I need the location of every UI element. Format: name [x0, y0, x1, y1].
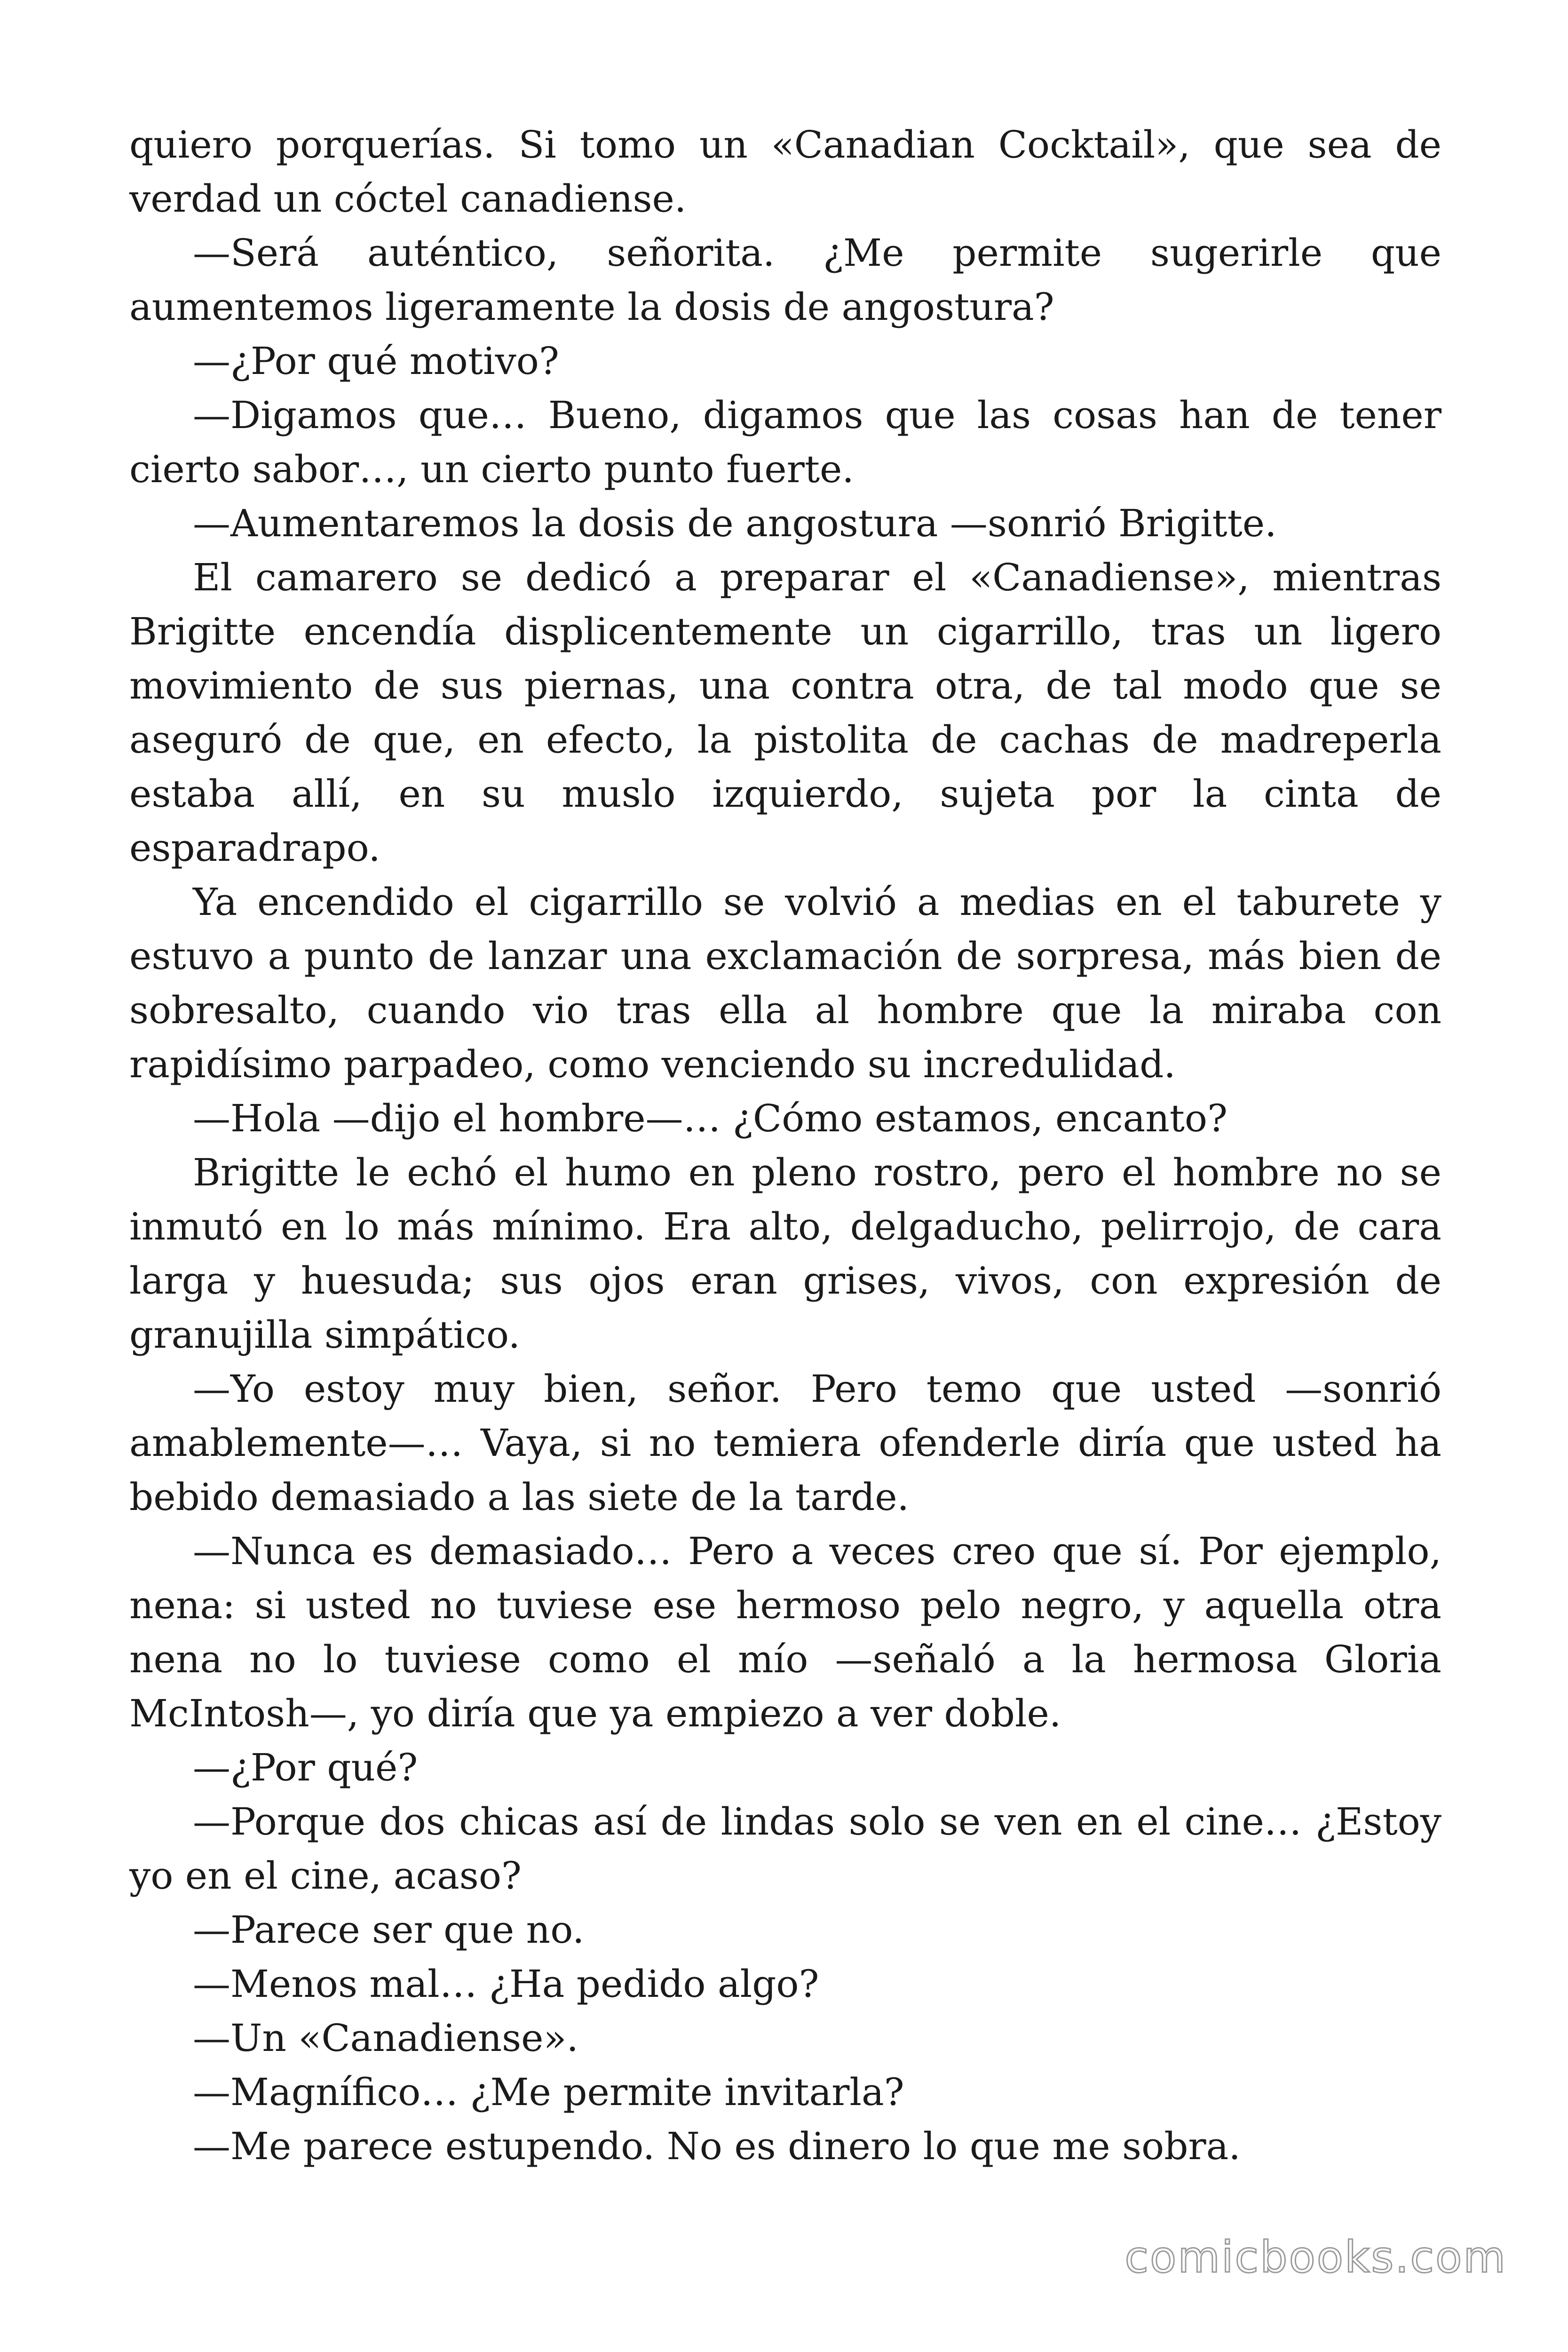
paragraph-4: —Digamos que… Bueno, digamos que las cosas han de tener cierto sabor…, un cierto punto fuerte. [129, 393, 1441, 491]
paragraph-6: El camarero se dedicó a preparar el «Canadiense», mientras Brigitte encendía displicentemente un cigarrillo, tras un ligero movimiento de sus piernas, una contra otra, de tal modo que se aseguró de que, en efecto, la pistolita de cachas de madreperla estaba allí, en su muslo izquierdo, sujeta por la cinta de esparadrapo. [129, 556, 1441, 870]
paragraph-15: —Menos mal… ¿Ha pedido algo? [193, 1962, 819, 2006]
paragraph-9: Brigitte le echó el humo en pleno rostro, pero el hombre no se inmutó en lo más mínimo. Era alto, delgaducho, pelirrojo, de cara larga y huesuda; sus ojos eran grises, vivos, con expresión de granujilla simpático. [129, 1151, 1441, 1357]
paragraph-16: —Un «Canadiense». [193, 2016, 578, 2060]
paragraph-10: —Yo estoy muy bien, señor. Pero temo que usted —sonrió amablemente—… Vaya, si no temiera ofenderle diría que usted ha bebido demasiado a las siete de la tarde. [129, 1367, 1441, 1519]
paragraph-8: —Hola —dijo el hombre—… ¿Cómo estamos, encanto? [193, 1097, 1227, 1140]
paragraph-5: —Aumentaremos la dosis de angostura —sonrió Brigitte. [193, 501, 1277, 545]
paragraph-13: —Porque dos chicas así de lindas solo se ven en el cine… ¿Estoy yo en el cine, acaso? [129, 1800, 1441, 1898]
paragraph-1: quiero porquerías. Si tomo un «Canadian Cocktail», que sea de verdad un cóctel canadiense. [129, 123, 1441, 221]
paragraph-11: —Nunca es demasiado… Pero a veces creo que sí. Por ejemplo, nena: si usted no tuviese ese hermoso pelo negro, y aquella otra nena no lo tuviese como el mío —señaló a la hermosa Gloria McIntosh—, yo diría que ya empiezo a ver doble. [129, 1529, 1441, 1735]
paragraph-7: Ya encendido el cigarrillo se volvió a medias en el taburete y estuvo a punto de lanzar una exclamación de sorpresa, más bien de sobresalto, cuando vio tras ella al hombre que la miraba con rapidísimo parpadeo, como venciendo su incredulidad. [129, 880, 1441, 1086]
paragraph-3: —¿Por qué motivo? [193, 339, 559, 383]
page-text [129, 118, 1441, 2173]
paragraph-12: —¿Por qué? [193, 1746, 418, 1789]
paragraph-17: —Magnífico… ¿Me permite invitarla? [193, 2070, 904, 2114]
paragraph-2: —Será auténtico, señorita. ¿Me permite sugerirle que aumentemos ligeramente la dosis de angostura? [129, 231, 1441, 329]
watermark-text: comicbooks.com [1125, 2232, 1507, 2282]
paragraph-18: —Me parece estupendo. No es dinero lo que me sobra. [193, 2124, 1241, 2168]
paragraph-14: —Parece ser que no. [193, 1908, 585, 1952]
